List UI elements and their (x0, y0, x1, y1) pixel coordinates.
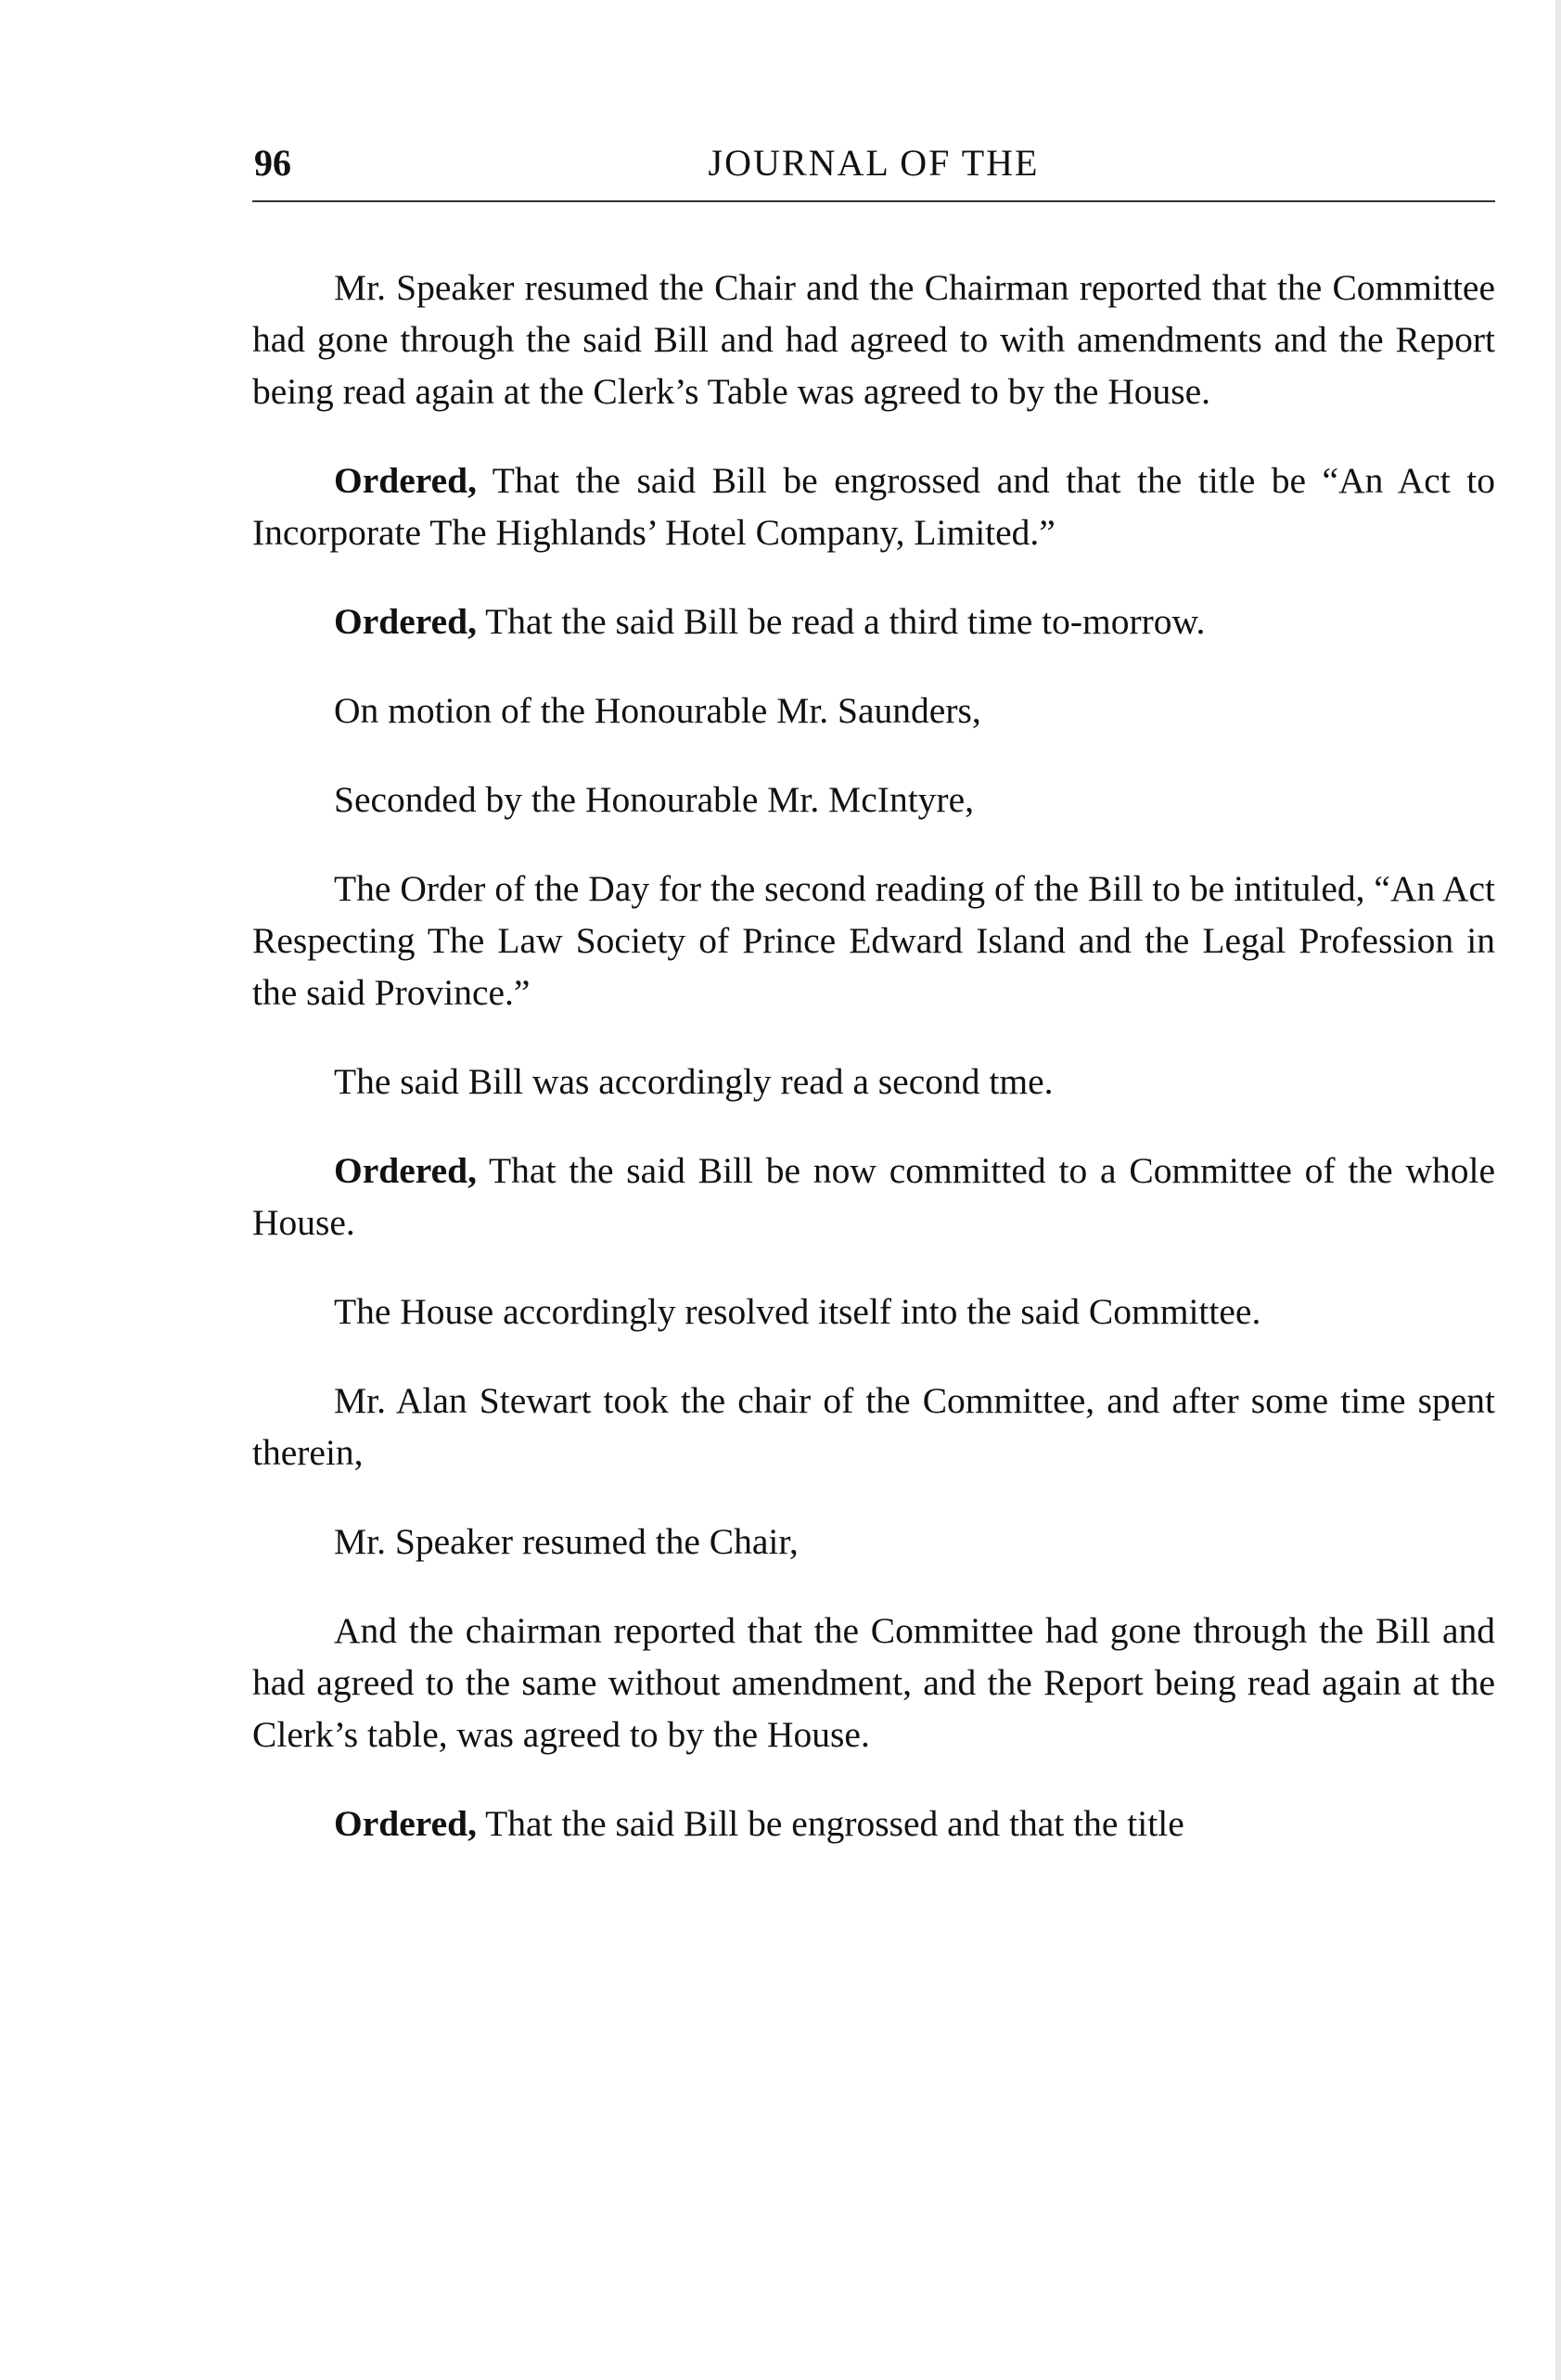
paragraph-text: The Order of the Day for the second reading of the Bill to be intituled, “An Act Respecting The Law Society of Prince Edward Island and the Legal Profession in the said Province.” (252, 868, 1495, 1013)
paragraph-text: On motion of the Honourable Mr. Saunders, (334, 690, 981, 731)
paragraph-ordered-engrossed-title (252, 454, 1495, 558)
paragraph-text: Mr. Speaker resumed the Chair and the Chairman reported that the Committee had gone through the said Bill and had agreed to with amendments and the Report being read again at the Clerk’s Table was agreed to by the House. (252, 267, 1495, 412)
paragraph-ordered-engrossed-final (252, 1798, 1495, 1849)
paragraph-text: That the said Bill be now committed to a Committee of the whole House. (252, 1150, 1495, 1243)
paragraph-stewart-chair (252, 1375, 1495, 1478)
paragraph-ordered-third-reading (252, 595, 1495, 647)
paragraph-speaker-resumed (252, 1516, 1495, 1567)
paragraph-text: That the said Bill be engrossed and that the title be “An Act to Incorporate The Highlands’ Hotel Company, Limited.” (252, 460, 1495, 553)
running-head: JOURNAL OF THE (708, 142, 1040, 184)
paragraph-chairman-reported (252, 1605, 1495, 1760)
paragraph-text: That the said Bill be engrossed and that the title (476, 1803, 1184, 1844)
paragraph-lead: Ordered, (334, 1150, 477, 1191)
paragraph-ordered-committed (252, 1145, 1495, 1248)
paragraph-motion (252, 685, 1495, 736)
paragraph-order-of-the-day (252, 863, 1495, 1018)
page-header (252, 139, 1495, 191)
paragraph-text: The said Bill was accordingly read a second tme. (334, 1061, 1054, 1102)
paragraph-seconded (252, 774, 1495, 825)
journal-body (252, 262, 1495, 1887)
paragraph-lead: Ordered, (334, 460, 477, 501)
paragraph-speaker-resumed-chair (252, 262, 1495, 417)
header-rule (252, 200, 1495, 202)
page-number: 96 (254, 142, 291, 184)
paragraph-second-reading (252, 1056, 1495, 1107)
page-edge-shadow (1555, 0, 1561, 2380)
paragraph-text: That the said Bill be read a third time to-morrow. (476, 601, 1206, 642)
paragraph-text: And the chairman reported that the Committee had gone through the Bill and had agreed to the same without amendment, and the Report being read again at the Clerk’s table, was agreed to by the House. (252, 1610, 1495, 1755)
paragraph-text: Mr. Speaker resumed the Chair, (334, 1521, 799, 1562)
paragraph-text: Seconded by the Honourable Mr. McIntyre, (334, 779, 974, 820)
paragraph-lead: Ordered, (334, 601, 477, 642)
paragraph-house-resolved (252, 1286, 1495, 1337)
paragraph-lead: Ordered, (334, 1803, 477, 1844)
paragraph-text: The House accordingly resolved itself into the said Committee. (334, 1291, 1261, 1332)
paragraph-text: Mr. Alan Stewart took the chair of the Committee, and after some time spent therein, (252, 1380, 1495, 1473)
